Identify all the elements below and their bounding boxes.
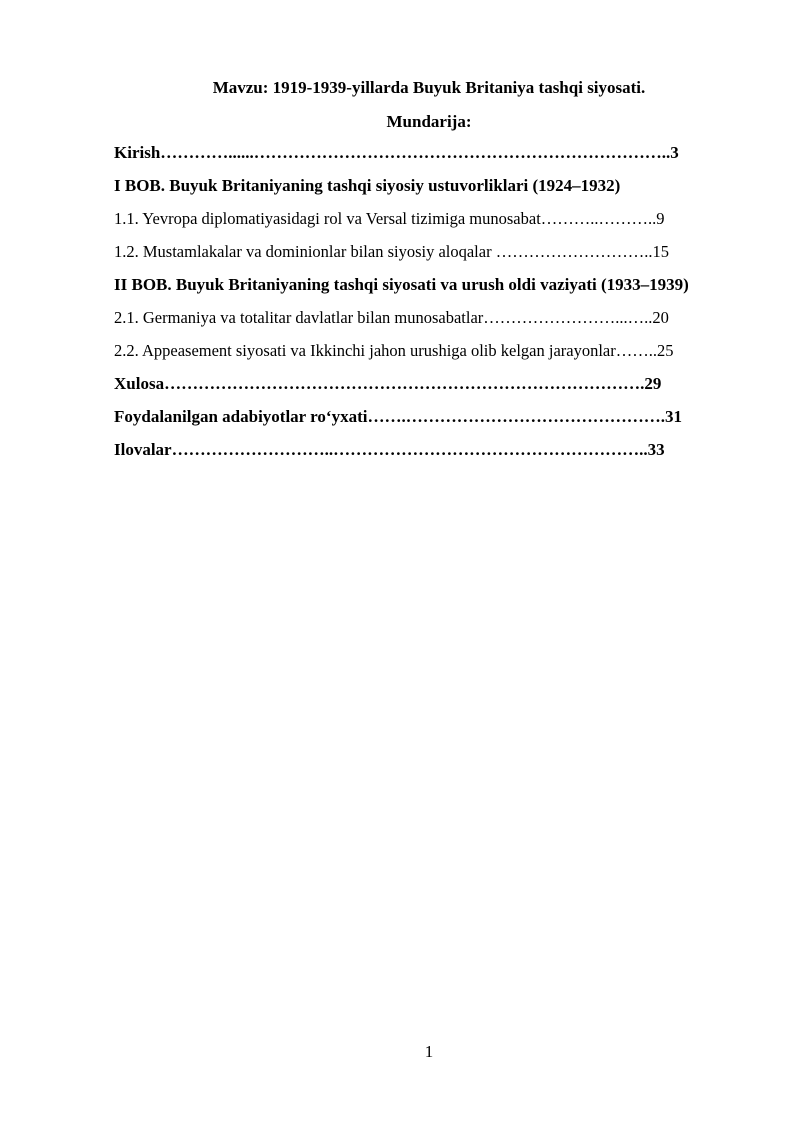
page-number: 1 xyxy=(424,1042,434,1061)
toc-entry-bibliography: Foydalanilgan adabiyotlar ro‘yxati…….……………………………………….31 xyxy=(114,407,682,426)
toc-entry-section-1-2: 1.2. Mustamlakalar va dominionlar bilan siyosiy aloqalar ………………………..15 xyxy=(114,242,669,261)
toc-entry-section-2-1: 2.1. Germaniya va totalitar davlatlar bilan munosabatlar……………………...…..20 xyxy=(114,308,669,327)
topic-title: Mavzu: 1919-1939-yillarda Buyuk Britaniya tashqi siyosati. xyxy=(212,78,646,97)
toc-entry-section-1-1: 1.1. Yevropa diplomatiyasidagi rol va Versal tizimiga munosabat………..………..9 xyxy=(114,209,665,228)
toc-entry-introduction: Kirish…………......………………………………………………………………..3 xyxy=(114,143,679,162)
toc-entry-section-2-2: 2.2. Appeasement siyosati va Ikkinchi jahon urushiga olib kelgan jarayonlar……..25 xyxy=(114,341,674,360)
toc-entry-appendices: Ilovalar………………………..………………………………………………..33 xyxy=(114,440,665,459)
toc-entry-chapter-1: I BOB. Buyuk Britaniyaning tashqi siyosiy ustuvorliklari (1924–1932) xyxy=(114,176,621,195)
toc-entry-chapter-2: II BOB. Buyuk Britaniyaning tashqi siyosati va urush oldi vaziyati (1933–1939) xyxy=(114,275,689,294)
contents-heading: Mundarija: xyxy=(386,112,472,131)
table-of-contents xyxy=(114,140,744,470)
toc-entry-conclusion: Xulosa………………………………………………………………………….29 xyxy=(114,374,662,393)
